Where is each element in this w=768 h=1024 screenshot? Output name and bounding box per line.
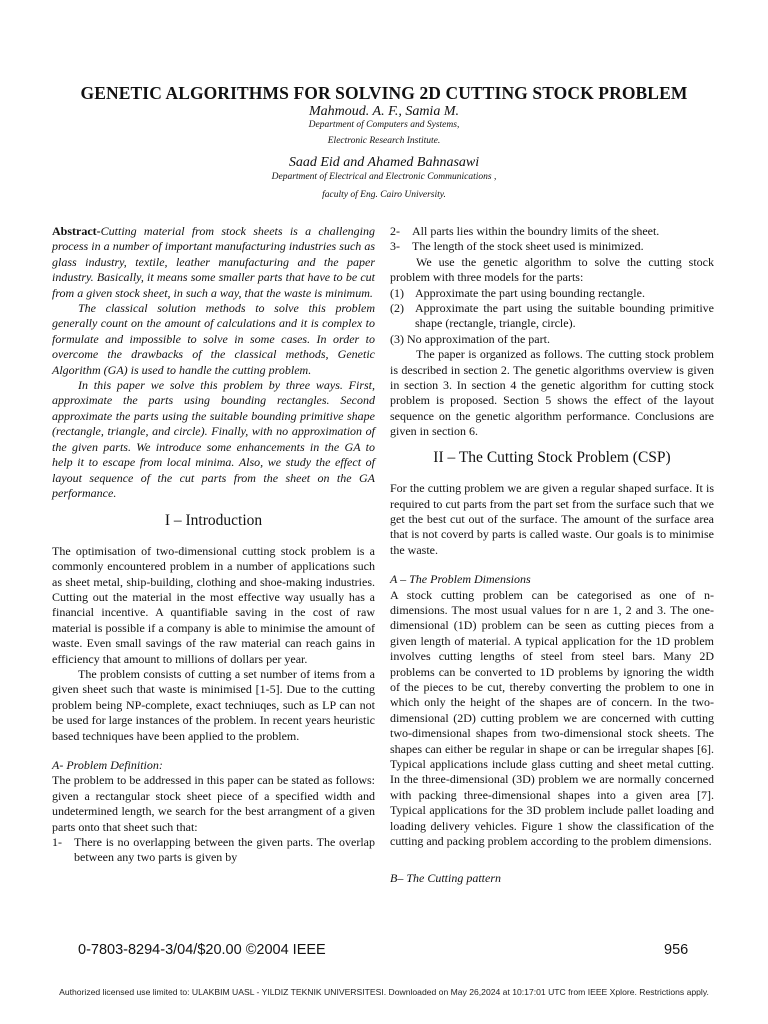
authors-1: Mahmoud. A. F., Samia M. <box>309 104 459 119</box>
affiliation-1b: Electronic Research Institute. <box>327 136 441 146</box>
ga-paragraph: We use the genetic algorithm to solve the cutting stock problem with three models for the parts: <box>390 254 714 285</box>
dimensions-paragraph: A stock cutting problem can be categorised as one of n-dimensions. The most usual values for n are 1, 2 and 3. The one-dimensional (1D) problem can be seen as cutting pieces from a given length of material. A typical application for the 1D problem involves cutting lengths of steel from steel bars. Many 2D problems can be converted to 1D problems by ignoring the width of the pieces to be cut, thereby converting the problem to one in which only the height of the shapes are of concern. In the two-dimensional (2D) cutting problem we are concerned with cutting two-dimensional shapes from two-dimensional stock sheets. The shapes can either be regular in shape or can be irregular shapes [6]. Typical applications include glass cutting and sheet metal cutting. In the three-dimensional (3D) problem we are normally concerned with packing three-dimensional shapes into a given area [7]. Typical applications for the 3D problem include pallet loading and loading delivery vehicles. Figure 1 show the classification of the cutting and packing problem according to the problem dimensions. <box>390 587 714 849</box>
abstract-paragraph-2: The classical solution methods to solve this problem generally count on the amount of calculations and it is complex to formulate and impossible to solve in some cases. In order to overcome the drawbacks of the classical methods, Genetic Algorithm (GA) is used to handle the cutting problem. <box>52 301 375 377</box>
authors-2: Saad Eid and Ahamed Bahnasawi <box>288 155 480 170</box>
list-item: 2- All parts lies within the boundry limits of the sheet. <box>390 224 660 238</box>
affiliation-2a: Department of Electrical and Electronic Communications , <box>271 172 497 182</box>
abstract-paragraph-1: Abstract-Cutting material from stock sheets is a challenging process in a number of important manufacturing industries such as glass industry, textile, leather manufacturing and the paper industry. Basically, it means some smaller parts that have to be cut from a given stock sheet, in such a way, that the waste is minimum. <box>52 224 375 300</box>
list-item: 3- The length of the stock sheet used is minimized. <box>390 239 644 254</box>
affiliation-2b: faculty of Eng. Cairo University. <box>322 190 446 200</box>
csp-paragraph: For the cutting problem we are given a regular shaped surface. It is required to cut parts from the part set from the surface such that we get the best cut out of the surface. The amount of the surface area that is not coverd by parts is called waste. Our goals is to minimise the waste. <box>390 481 714 557</box>
page-number: 956 <box>664 942 689 958</box>
abstract-label: Abstract- <box>52 224 101 238</box>
section-heading-csp: II – The Cutting Stock Problem (CSP) <box>433 448 671 466</box>
list-item: 1- There is no overlapping between the given parts. The overlap between any two parts is given by <box>52 835 375 865</box>
list-item: (1) Approximate the part using bounding rectangle. <box>390 285 645 300</box>
model-3: (3) No approximation of the part. <box>390 331 550 346</box>
affiliation-1a: Department of Computers and Systems, <box>308 120 460 130</box>
left-column <box>52 224 375 866</box>
subsection-problem-dimensions: A – The Problem Dimensions <box>390 572 531 587</box>
abstract-paragraph-3: In this paper we solve this problem by three ways. First, approximate the parts using bounding rectangles. Second approximate the parts using the suitable bounding primitive shape (rectangle, triangle, and circle). Finally, with no approximation of the given parts. We introduce some enhancements in the GA to help it to escape from local minima. Also, we study the effect of layout sequence of the cut parts from the sheet on the GA performance. <box>52 378 375 500</box>
isbn-footer: 0-7803-8294-3/04/$20.00 ©2004 IEEE <box>78 942 326 958</box>
intro-paragraph-1: The optimisation of two-dimensional cutting stock problem is a commonly encountered problem in a number of applications such as sheet metal, ship-building, clothing and shoe-making industries. Cutting out the material in the most effective way usually has a financial incentive. A quantifiable saving in the cost of raw material is possible if a company is able to minimise the amount of waste. Even small savings of the raw material can reach gains in efficiency that amount to millions of dollars per year. <box>52 543 375 666</box>
definition-paragraph: The problem to be addressed in this paper can be stated as follows: given a rectangular stock sheet piece of a specified width and undetermined length, we search for the best arrangment of a given parts onto that sheet such that: <box>52 773 375 834</box>
section-heading-introduction: I – Introduction <box>164 512 263 530</box>
organization-paragraph: The paper is organized as follows. The cutting stock problem is described in section 2. The genetic algorithms overview is given in section 3. In section 4 the genetic algorithm for cutting stock problem is proposed. Section 5 shows the effect of the layout sequence on the genetic algorithm performance. Conclusions are given in section 6. <box>390 347 714 439</box>
paper-title: GENETIC ALGORITHMS FOR SOLVING 2D CUTTING STOCK PROBLEM <box>80 83 688 103</box>
download-notice: Authorized licensed use limited to: ULAKBIM UASL - YILDIZ TEKNIK UNIVERSITESI. Downloaded on May 26,2024 at 10:17:01 UTC from IEEE Xplore. Restrictions apply. <box>59 987 709 997</box>
subsection-problem-definition: A- Problem Definition: <box>52 758 163 772</box>
list-item: (2) Approximate the part using the suitable bounding primitive shape (rectangle, triangle, circle). <box>390 301 714 331</box>
subsection-cutting-pattern: B– The Cutting pattern <box>390 871 501 886</box>
intro-paragraph-2: The problem consists of cutting a set number of items from a given sheet such that waste is minimised [1-5]. Due to the cutting problem being NP-complete, exact techniuqes, such as LP can not be used for large instances of the problem. In recent years heuristic based techniques have been applied to the problem. <box>52 666 375 743</box>
right-column <box>390 224 714 887</box>
